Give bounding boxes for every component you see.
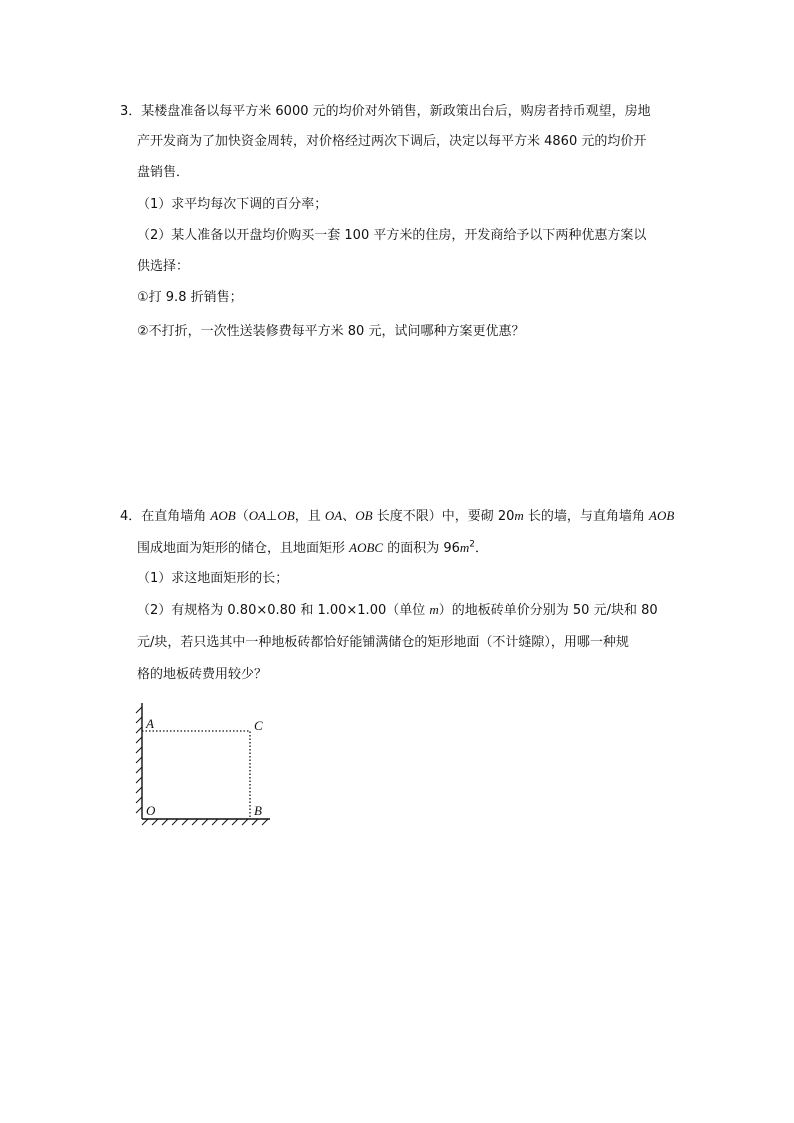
q4-text: ，且 [294, 509, 325, 524]
q4-sub2-line-1 [137, 601, 658, 620]
q4-var-oa: OA [324, 508, 343, 523]
q4-unit-m: m [459, 540, 470, 555]
q4-var-ob: OB [277, 508, 295, 523]
q4-line-2 [137, 539, 488, 558]
q4-text: ． [475, 541, 489, 556]
q3-sub1: （1）求平均每次下调的百分率； [137, 197, 328, 212]
q4-sub1: （1）求这地面矩形的长； [137, 571, 289, 586]
q4-angle-aob: AOB [649, 508, 675, 523]
q4-text: 的面积为 96 [383, 541, 460, 556]
q4-text: 、 [342, 509, 356, 524]
q4-text: 长度不限）中，要砌 20 [372, 509, 515, 524]
q4-text: 4．在直角墙角 [120, 509, 211, 524]
q4-var-ob: OB [355, 508, 373, 523]
q4-text: 长的墙，与直角墙角 [523, 509, 650, 524]
horizontal-wall-hatching [142, 819, 268, 825]
q4-sub2-line-2: 元/块，若只选其中一种地板砖都恰好能铺满储仓的矩形地面（不计缝隙），用哪一种规 [137, 635, 629, 650]
q4-sub2-line-3: 格的地板砖费用较少？ [137, 667, 268, 682]
q4-line-1 [120, 507, 674, 526]
q4-unit-m: m [514, 508, 524, 523]
q3-option-2: ②不打折，一次性送装修费每平方米 80 元，试问哪种方案更优惠？ [137, 324, 525, 339]
q4-exponent: 2 [469, 539, 476, 550]
vertical-wall-hatching [136, 707, 142, 813]
q4-text: ）的地板砖单价分别为 50 元/块和 80 [438, 603, 658, 618]
new-wall-acb [142, 731, 250, 819]
q4-text: 围成地面为矩形的储仓，且地面矩形 [137, 541, 350, 556]
corner-diagram [120, 695, 280, 835]
q4-angle-aob: AOB [210, 508, 236, 523]
label-b: B [254, 803, 262, 818]
label-a: A [146, 716, 154, 731]
q3-sub2-line-2: 供选择： [137, 259, 190, 274]
q3-sub2-line-1: （2）某人准备以开盘均价购买一套 100 平方米的住房，开发商给予以下两种优惠方案以 [137, 228, 647, 243]
q4-perp-symbol: ⊥ [266, 509, 278, 524]
q3-option-1: ①打 9.8 折销售； [137, 290, 243, 305]
q4-rect-aobc: AOBC [349, 540, 384, 555]
q4-unit-m: m [429, 602, 439, 617]
label-c: C [254, 718, 263, 733]
q4-var-oa: OA [248, 508, 267, 523]
q4-text: （ [235, 509, 249, 524]
q3-line-1: 3．某楼盘准备以每平方米 6000 元的均价对外销售，新政策出台后，购房者持币观望，房地 [120, 104, 651, 119]
q3-line-3: 盘销售． [137, 165, 190, 180]
q4-text: （2）有规格为 0.80×0.80 和 1.00×1.00（单位 [137, 603, 430, 618]
label-o: O [146, 803, 156, 818]
q3-line-2: 产开发商为了加快资金周转，对价格经过两次下调后，决定以每平方米 4860 元的均价开 [137, 134, 647, 149]
